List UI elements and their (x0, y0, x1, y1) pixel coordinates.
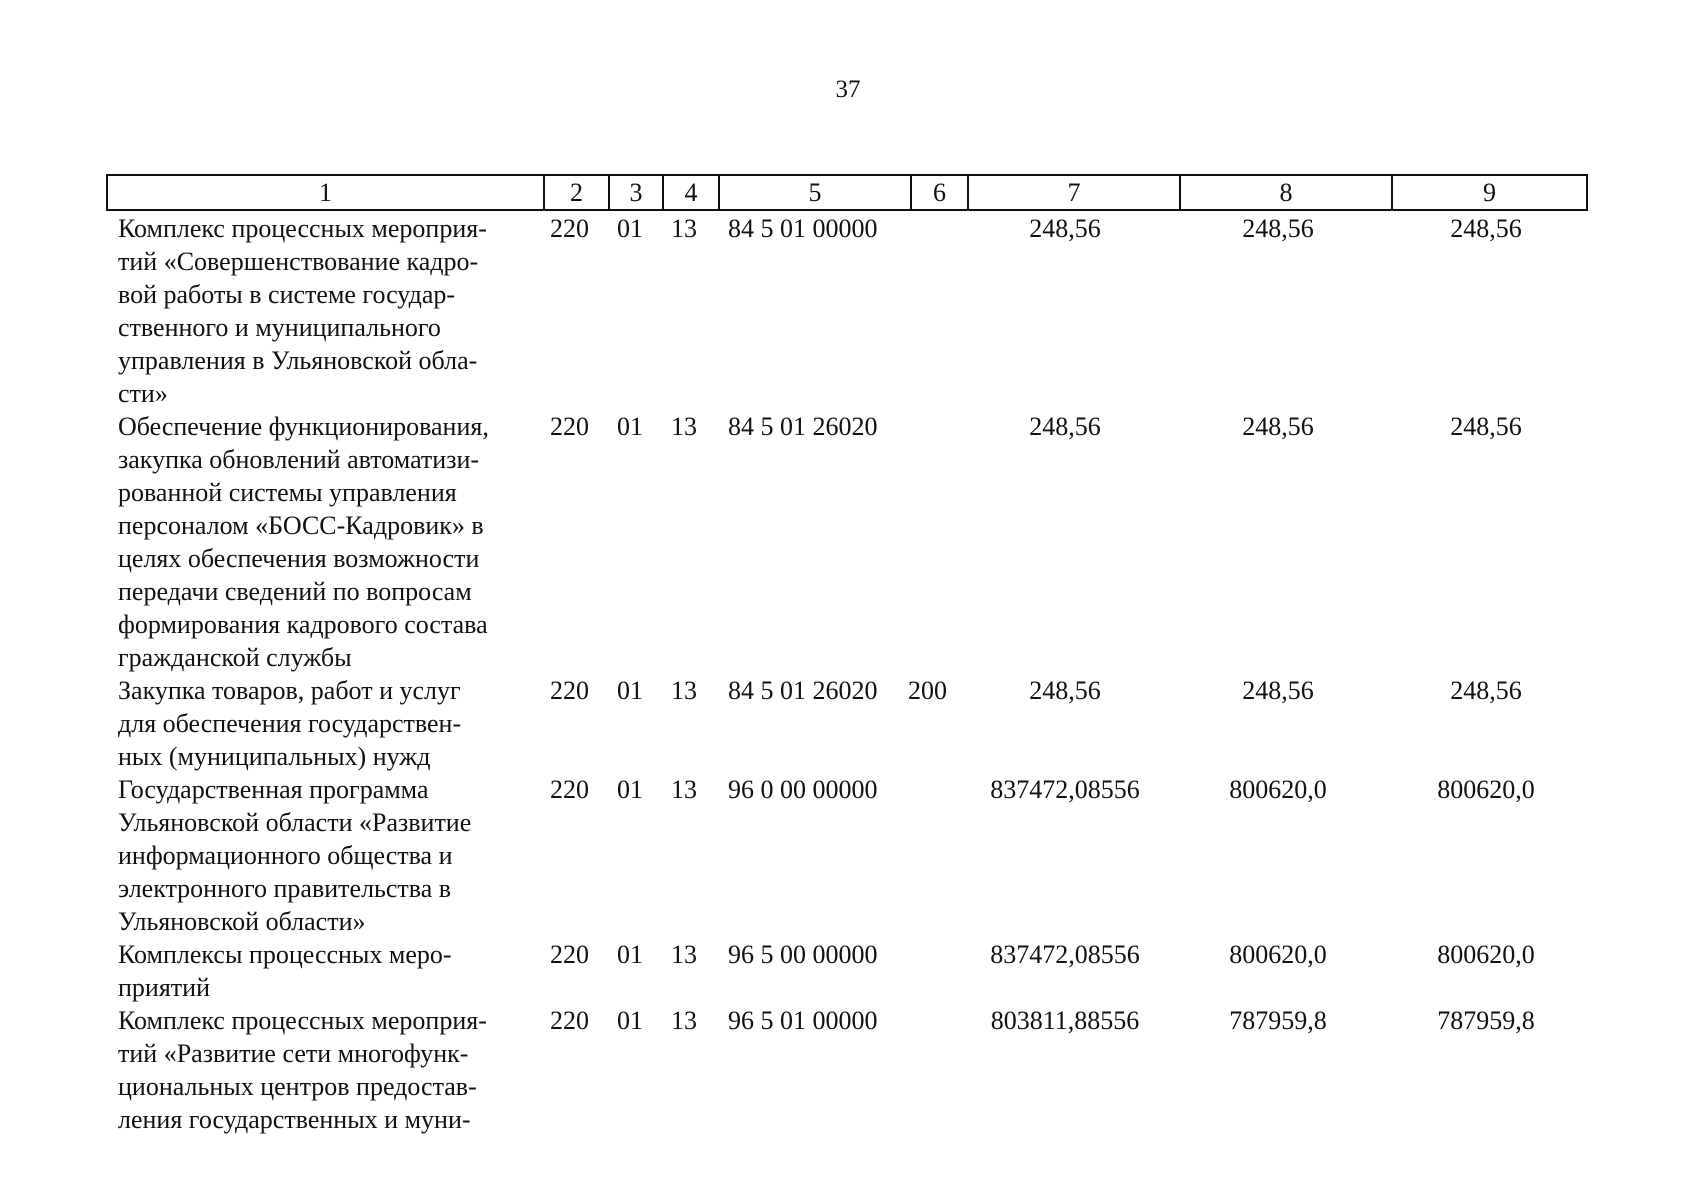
cell-col-8: 248,56 (1242, 412, 1314, 441)
cell-col-8: 248,56 (1242, 676, 1314, 705)
cell-col-4: 13 (671, 676, 697, 705)
cell-col-4: 13 (671, 940, 697, 969)
row-name: Комплекс процессных мероприя- тий «Развитие сети многофунк- циональных центров предостав- ления государственных и муни- (118, 1006, 487, 1134)
column-header-9: 9 (1392, 175, 1587, 210)
cell-col-2: 220 (550, 1006, 589, 1035)
cell-col-3: 01 (617, 676, 643, 705)
cell-col-2: 220 (550, 940, 589, 969)
cell-col-5: 96 0 00 00000 (728, 775, 878, 804)
column-header-5: 5 (719, 175, 911, 210)
cell-col-9: 248,56 (1450, 214, 1522, 243)
cell-col-7: 837472,08556 (990, 775, 1140, 804)
cell-col-7: 248,56 (1029, 412, 1101, 441)
cell-col-5: 84 5 01 00000 (728, 214, 878, 243)
column-header-4: 4 (663, 175, 719, 210)
cell-col-4: 13 (671, 775, 697, 804)
column-header-8: 8 (1180, 175, 1392, 210)
cell-col-9: 800620,0 (1437, 940, 1535, 969)
row-name: Закупка товаров, работ и услуг для обеспечения государствен- ных (муниципальных) нужд (118, 676, 462, 771)
cell-col-3: 01 (617, 775, 643, 804)
table-header (106, 174, 1588, 211)
cell-col-5: 96 5 01 00000 (728, 1006, 878, 1035)
cell-col-3: 01 (617, 214, 643, 243)
column-header-6: 6 (911, 175, 968, 210)
cell-col-3: 01 (617, 1006, 643, 1035)
column-header-3: 3 (609, 175, 663, 210)
cell-col-2: 220 (550, 775, 589, 804)
column-header-1: 1 (107, 175, 544, 210)
row-name: Обеспечение функционирования, закупка обновлений автоматизи- рованной системы управления персоналом «БОСС-Кадровик» в целях обеспечения возможности передачи сведений по вопросам формирования кадрового состава гражданской службы (118, 412, 489, 672)
cell-col-3: 01 (617, 940, 643, 969)
cell-col-7: 803811,88556 (990, 1006, 1140, 1035)
cell-col-4: 13 (671, 1006, 697, 1035)
column-header-7: 7 (968, 175, 1180, 210)
cell-col-4: 13 (671, 214, 697, 243)
cell-col-9: 248,56 (1450, 676, 1522, 705)
cell-col-8: 248,56 (1242, 214, 1314, 243)
cell-col-7: 837472,08556 (990, 940, 1140, 969)
cell-col-9: 787959,8 (1437, 1006, 1535, 1035)
cell-col-2: 220 (550, 412, 589, 441)
cell-col-2: 220 (550, 214, 589, 243)
cell-col-4: 13 (671, 412, 697, 441)
cell-col-5: 96 5 00 00000 (728, 940, 878, 969)
cell-col-8: 787959,8 (1229, 1006, 1327, 1035)
cell-col-5: 84 5 01 26020 (728, 412, 878, 441)
cell-col-2: 220 (550, 676, 589, 705)
cell-col-7: 248,56 (1029, 214, 1101, 243)
row-name: Комплексы процессных меро- приятий (118, 940, 452, 1002)
column-header-2: 2 (544, 175, 609, 210)
cell-col-3: 01 (617, 412, 643, 441)
cell-col-8: 800620,0 (1229, 775, 1327, 804)
page-number: 37 (835, 76, 861, 103)
cell-col-6: 200 (908, 676, 947, 705)
row-name: Государственная программа Ульяновской области «Развитие информационного общества и электронного правительства в Ульяновской области» (118, 775, 472, 936)
cell-col-7: 248,56 (1029, 676, 1101, 705)
cell-col-9: 800620,0 (1437, 775, 1535, 804)
row-name: Комплекс процессных мероприя- тий «Совершенствование кадро- вой работы в системе государ- ственного и муниципального управления в Ульяновской обла- сти» (118, 214, 487, 408)
cell-col-5: 84 5 01 26020 (728, 676, 878, 705)
cell-col-9: 248,56 (1450, 412, 1522, 441)
cell-col-8: 800620,0 (1229, 940, 1327, 969)
